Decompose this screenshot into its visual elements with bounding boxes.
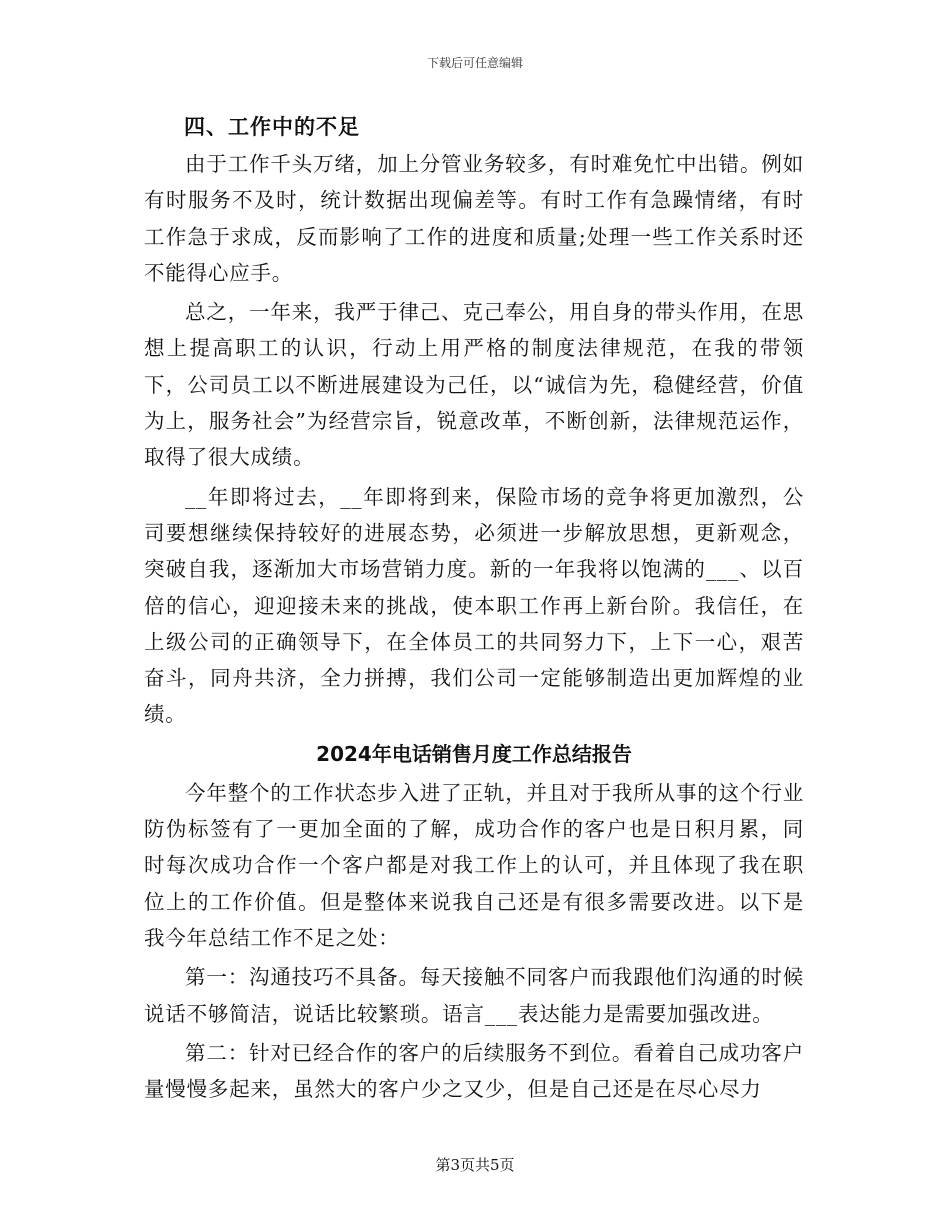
page-footer: 第3页共5页	[435, 1156, 515, 1174]
section-heading: 四、工作中的不足	[184, 115, 360, 139]
header-note: 下载后可任意编辑	[426, 56, 523, 70]
document-title: 2024年电话销售月度工作总结报告	[316, 741, 632, 766]
paragraph: 第一：沟通技巧不具备。每天接触不同客户而我跟他们沟通的时候说话不够简洁，说话比较繁琐。语言___表达能力是需要加强改进。	[144, 965, 804, 1026]
paragraph: 由于工作千头万绪，加上分管业务较多，有时难免忙中出错。例如有时服务不及时，统计数据出现偏差等。有时工作有急躁情绪，有时工作急于求成，反而影响了工作的进度和质量;处理一些工作关系时还不能得心应手。	[144, 152, 804, 285]
paragraph: __年即将过去，__年即将到来，保险市场的竞争将更加激烈，公司要想继续保持较好的进展态势，必须进一步解放思想，更新观念，突破自我，逐渐加大市场营销力度。新的一年我将以饱满的___、以百倍的信心，迎迎接未来的挑战，使本职工作再上新台阶。我信任，在上级公司的正确领导下，在全体员工的共同努力下，上下一心，艰苦奋斗，同舟共济，全力拼搏，我们公司一定能够制造出更加辉煌的业绩。	[144, 484, 804, 727]
paragraph: 第二：针对已经合作的客户的后续服务不到位。看着自己成功客户量慢慢多起来，虽然大的客户少之又少，但是自己还是在尽心尽力	[144, 1040, 804, 1102]
paragraph: 总之，一年来，我严于律己、克己奉公，用自身的带头作用，在思想上提高职工的认识，行动上用严格的制度法律规范，在我的带领下，公司员工以不断进展建设为己任，以“诚信为先，稳健经营，价值为上，服务社会”为经营宗旨，锐意改革，不断创新，法律规范运作，取得了很大成绩。	[144, 300, 804, 470]
paragraph: 今年整个的工作状态步入进了正轨，并且对于我所从事的这个行业防伪标签有了一更加全面的了解，成功合作的客户也是日积月累，同时每次成功合作一个客户都是对我工作上的认可，并且体现了我在职位上的工作价值。但是整体来说我自己还是有很多需要改进。以下是我今年总结工作不足之处：	[144, 780, 804, 950]
page-content	[144, 112, 804, 1110]
